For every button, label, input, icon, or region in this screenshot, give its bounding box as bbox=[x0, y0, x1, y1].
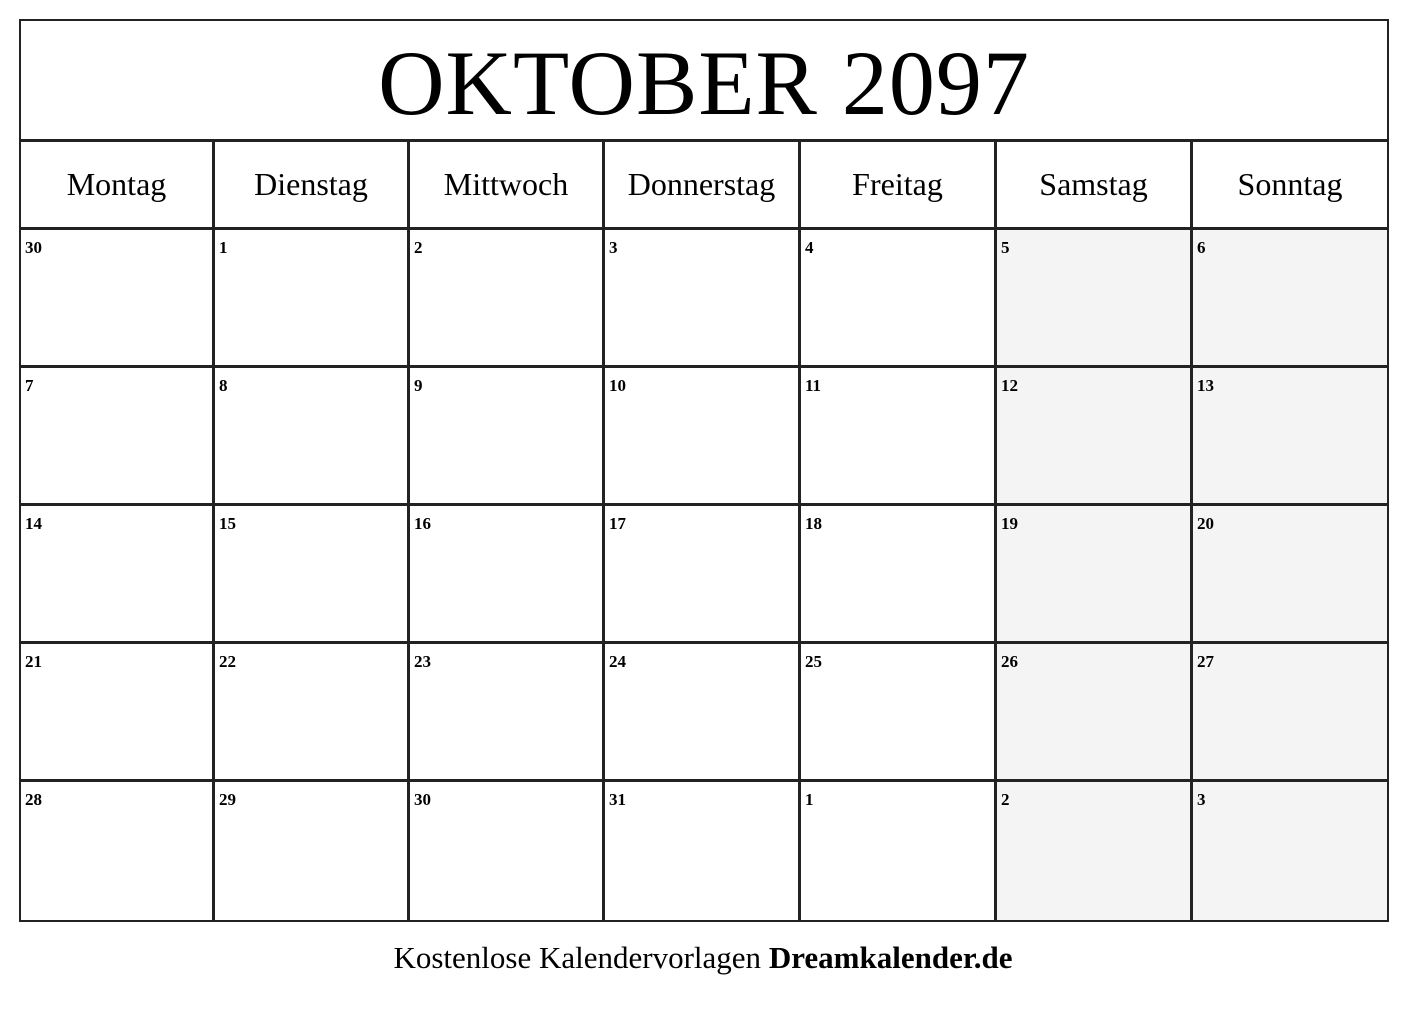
weekend-day-cell bbox=[1193, 230, 1387, 368]
day-cell bbox=[801, 644, 997, 782]
day-cell bbox=[605, 230, 801, 368]
day-cell bbox=[410, 230, 605, 368]
day-cell bbox=[21, 230, 215, 368]
day-number: 7 bbox=[25, 376, 34, 395]
day-number: 30 bbox=[414, 790, 431, 809]
day-number: 3 bbox=[609, 238, 618, 257]
day-cell bbox=[21, 782, 215, 920]
day-number: 22 bbox=[219, 652, 236, 671]
day-number: 26 bbox=[1001, 652, 1018, 671]
day-number: 15 bbox=[219, 514, 236, 533]
day-cell bbox=[801, 782, 997, 920]
day-cell bbox=[410, 506, 605, 644]
weekend-day-cell bbox=[1193, 368, 1387, 506]
weekday-header-thursday: Donnerstag bbox=[605, 142, 801, 230]
day-number: 1 bbox=[805, 790, 814, 809]
day-cell bbox=[21, 644, 215, 782]
day-cell bbox=[801, 230, 997, 368]
day-number: 19 bbox=[1001, 514, 1018, 533]
weekday-header-wednesday: Mittwoch bbox=[410, 142, 605, 230]
weekday-header-monday: Montag bbox=[21, 142, 215, 230]
day-cell bbox=[215, 368, 410, 506]
day-cell bbox=[215, 644, 410, 782]
day-number: 5 bbox=[1001, 238, 1010, 257]
day-number: 27 bbox=[1197, 652, 1214, 671]
weekend-day-cell bbox=[1193, 782, 1387, 920]
day-cell bbox=[801, 368, 997, 506]
day-cell bbox=[21, 368, 215, 506]
day-number: 11 bbox=[805, 376, 822, 395]
weekend-day-cell bbox=[997, 782, 1193, 920]
day-number: 20 bbox=[1197, 514, 1214, 533]
weekday-header-saturday: Samstag bbox=[997, 142, 1193, 230]
day-cell bbox=[215, 782, 410, 920]
calendar-grid bbox=[21, 142, 1387, 920]
weekend-day-cell bbox=[1193, 644, 1387, 782]
calendar-title: OKTOBER 2097 bbox=[378, 32, 1030, 134]
footer-brand-link[interactable]: Dreamkalender.de bbox=[768, 940, 1013, 975]
day-number: 9 bbox=[414, 376, 423, 395]
day-number: 3 bbox=[1197, 790, 1206, 809]
weekend-day-cell bbox=[997, 644, 1193, 782]
day-cell bbox=[410, 644, 605, 782]
day-number: 17 bbox=[609, 514, 626, 533]
day-number: 2 bbox=[414, 238, 423, 257]
day-number: 30 bbox=[25, 238, 42, 257]
day-cell bbox=[215, 506, 410, 644]
day-number: 14 bbox=[25, 514, 42, 533]
day-cell bbox=[215, 230, 410, 368]
day-cell bbox=[410, 782, 605, 920]
day-cell bbox=[21, 506, 215, 644]
title-bar bbox=[21, 21, 1387, 142]
day-number: 2 bbox=[1001, 790, 1010, 809]
day-number: 23 bbox=[414, 652, 431, 671]
day-number: 28 bbox=[25, 790, 42, 809]
day-number: 6 bbox=[1197, 238, 1206, 257]
weekday-header-friday: Freitag bbox=[801, 142, 997, 230]
weekend-day-cell bbox=[997, 368, 1193, 506]
weekend-day-cell bbox=[997, 506, 1193, 644]
calendar bbox=[19, 19, 1389, 922]
day-number: 25 bbox=[805, 652, 822, 671]
day-number: 24 bbox=[609, 652, 626, 671]
day-number: 29 bbox=[219, 790, 236, 809]
day-number: 4 bbox=[805, 238, 814, 257]
weekday-header-sunday: Sonntag bbox=[1193, 142, 1387, 230]
day-number: 18 bbox=[805, 514, 822, 533]
day-number: 31 bbox=[609, 790, 626, 809]
day-cell bbox=[605, 368, 801, 506]
day-number: 8 bbox=[219, 376, 228, 395]
day-number: 1 bbox=[219, 238, 228, 257]
day-number: 10 bbox=[609, 376, 626, 395]
day-cell bbox=[410, 368, 605, 506]
day-cell bbox=[605, 506, 801, 644]
day-number: 21 bbox=[25, 652, 42, 671]
day-cell bbox=[801, 506, 997, 644]
weekend-day-cell bbox=[997, 230, 1193, 368]
weekday-header-tuesday: Dienstag bbox=[215, 142, 410, 230]
weekend-day-cell bbox=[1193, 506, 1387, 644]
day-cell bbox=[605, 644, 801, 782]
day-number: 13 bbox=[1197, 376, 1214, 395]
day-number: 12 bbox=[1001, 376, 1018, 395]
day-number: 16 bbox=[414, 514, 431, 533]
footer-text: Kostenlose Kalendervorlagen bbox=[393, 940, 769, 975]
day-cell bbox=[605, 782, 801, 920]
footer-credit bbox=[0, 940, 1406, 976]
